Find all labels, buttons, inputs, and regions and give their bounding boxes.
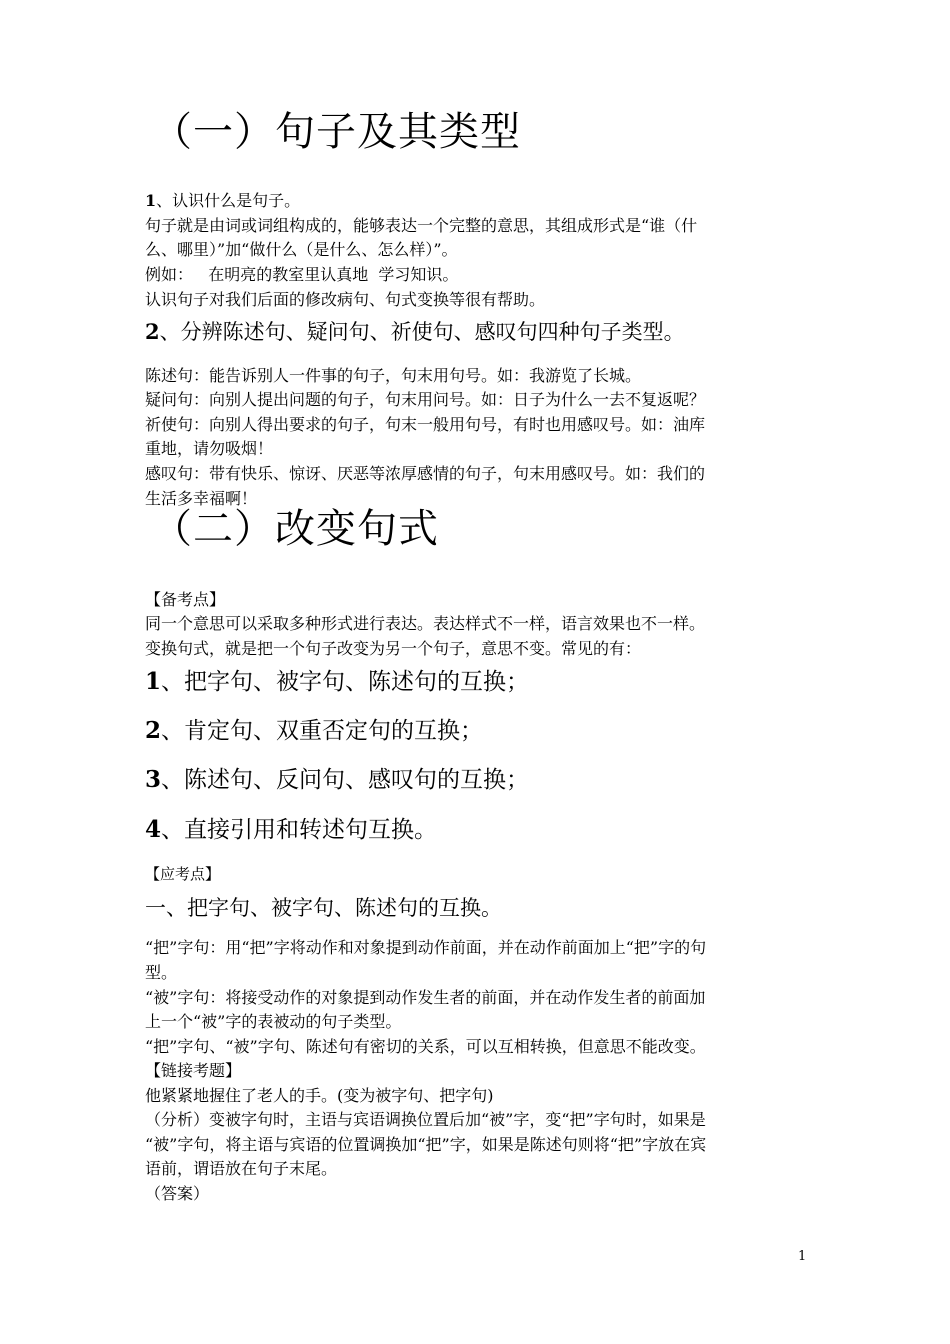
list-text: 、肯定句、双重否定句的互换； <box>161 718 484 744</box>
note-line: 认识句子对我们后面的修改病句、句式变换等很有帮助。 <box>145 290 546 309</box>
list-text: 、陈述句、反问句、感叹句的互换； <box>161 767 530 793</box>
list-text: 、直接引用和转述句互换。 <box>161 817 438 843</box>
paragraph-line: “把”字句、“被”字句、陈述句有密切的关系，可以互相转换，但意思不能改变。 <box>145 1037 706 1056</box>
item-text: 、分辨陈述句、疑问句、祈使句、感叹句四种句子类型。 <box>159 320 685 344</box>
list-number: 4 <box>145 816 162 843</box>
yingkao-heading: 一、把字句、被字句、陈述句的互换。 <box>145 896 502 920</box>
item-1-heading <box>145 189 815 213</box>
question-line: 他紧紧地握住了老人的手。(变为被字句、把字句) <box>145 1086 494 1105</box>
list-item <box>145 814 437 846</box>
sentence-type-line: 祈使句：向别人得出要求的句子，句末一般用句号，有时也用感叹号。如：油库 <box>145 415 706 434</box>
item-number: 1 <box>145 191 157 210</box>
answer-line: （答案） <box>145 1184 210 1203</box>
section-title-1: （一）句子及其类型 <box>152 109 521 155</box>
page-number: 1 <box>798 1249 807 1264</box>
list-number: 3 <box>145 766 162 793</box>
list-text: 、把字句、被字句、陈述句的互换； <box>161 669 530 695</box>
list-item <box>145 666 529 698</box>
beikao-label: 【备考点】 <box>145 590 226 609</box>
list-item <box>145 715 483 747</box>
paragraph-line: 句子就是由词或词组构成的，能够表达一个完整的意思，其组成形式是“谁（什 <box>145 216 698 235</box>
list-number: 2 <box>145 717 162 744</box>
list-number: 1 <box>145 668 162 695</box>
yingkao-label: 【应考点】 <box>145 865 221 883</box>
sentence-type-line: 感叹句：带有快乐、惊讶、厌恶等浓厚感情的句子，句末用感叹号。如：我们的 <box>145 464 706 483</box>
paragraph-line: 同一个意思可以采取多种形式进行表达。表达样式不一样，语言效果也不一样。 <box>145 614 706 633</box>
link-label: 【链接考题】 <box>145 1061 242 1080</box>
sentence-type-line: 疑问句：向别人提出问题的句子，句末用问号。如：日子为什么一去不复返呢？ <box>145 390 706 409</box>
paragraph-line: 么、哪里）”加“做什么（是什么、怎么样）”。 <box>145 240 458 259</box>
sentence-type-line: 陈述句：能告诉别人一件事的句子，句末用句号。如：我游览了长城。 <box>145 366 642 385</box>
paragraph-line: “把”字句：用“把”字将动作和对象提到动作前面，并在动作前面加上“把”字的句 <box>145 938 707 957</box>
analysis-line: 语前，谓语放在句子末尾。 <box>145 1159 338 1178</box>
item-text: 、认识什么是句子。 <box>156 191 301 210</box>
paragraph-line: 变换句式，就是把一个句子改变为另一个句子，意思不变。常见的有： <box>145 639 642 658</box>
item-number: 2 <box>145 319 160 344</box>
paragraph-line: 上一个“被”字的表被动的句子类型。 <box>145 1012 402 1031</box>
paragraph-line: “被”字句：将接受动作的对象提到动作发生者的前面，并在动作发生者的前面加 <box>145 988 706 1007</box>
example-line: 例如： 在明亮的教室里认真地 学习知识。 <box>145 265 459 284</box>
paragraph-line: 型。 <box>145 963 178 982</box>
section-title-2: （二）改变句式 <box>152 506 439 552</box>
sentence-type-line: 重地，请勿吸烟！ <box>145 439 274 458</box>
analysis-line: （分析）变被字句时，主语与宾语调换位置后加“被”字，变“把”字句时，如果是 <box>145 1110 706 1129</box>
sentence-type-line: 生活多幸福啊！ <box>145 489 258 508</box>
analysis-line: “被”字句，将主语与宾语的位置调换加“把”字，如果是陈述句则将“把”字放在宾 <box>145 1135 707 1154</box>
list-item <box>145 764 529 796</box>
item-2-heading <box>145 317 685 347</box>
